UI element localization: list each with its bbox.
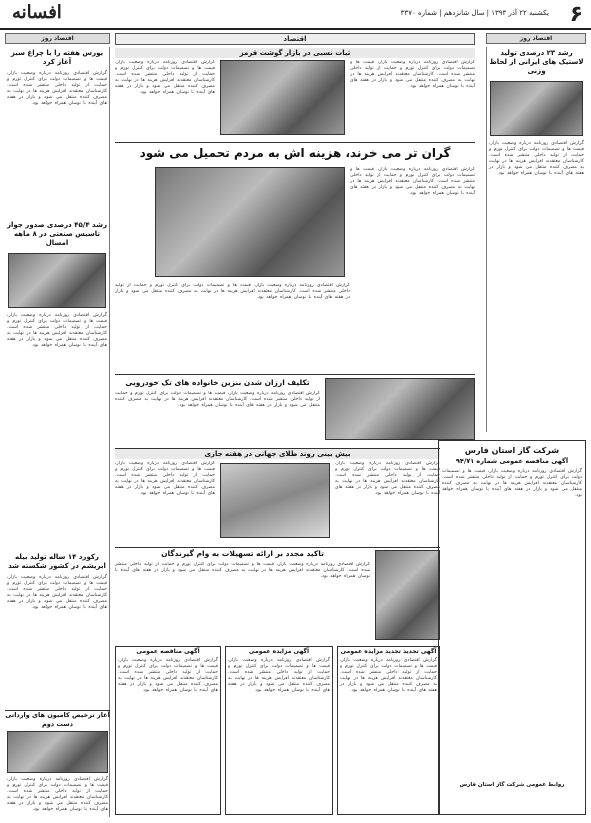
gasoline-body: گزارش اقتصادی روزنامه درباره وضعیت بازار، قیمت ها و تصمیمات دولت برای کنترل تورم و حمایت از تولید داخلی منتشر شده است. کارشناسان معتقدند افزایش هزینه ها در نهایت به مصرف کننده منتقل می شود و بازار در هفته های آینده با نوسان همراه خواهد بود. [115,391,320,408]
right-section-label: اقتصاد روز [486,33,586,44]
right-column [486,47,586,432]
main-article [115,142,475,370]
tire-photo [490,81,583,136]
gold-article [115,448,440,543]
gas-company-name: شرکت گاز استان فارس [464,446,560,455]
ad2-body: گزارش اقتصادی روزنامه درباره وضعیت بازار، قیمت ها و تصمیمات دولت برای کنترل تورم و حمایت از تولید داخلی منتشر شده است. کارشناسان معتقدند افزایش هزینه ها در نهایت به مصرف کننده منتقل می شود و بازار در هفته های آینده با نوسان همراه خواهد بود. [340,658,437,693]
left-top-headline: بورس هفته را با چراغ سبز آغاز کرد [10,49,104,66]
left-column [5,47,110,817]
ad4-title: آگهی مناقصه عمومی [136,648,200,655]
truck-headline: آغاز ترخیص کامیون های وارداتی دست دوم [5,711,110,728]
masthead [0,0,591,30]
wheat-photo [155,167,345,277]
ad-tender-2 [225,646,333,815]
installments-body: گزارش اقتصادی روزنامه درباره وضعیت بازار، قیمت ها و تصمیمات دولت برای کنترل تورم و حمایت از تولید داخلی منتشر شده است. کارشناسان معتقدند افزایش هزینه ها در نهایت به مصرف کننده منتقل می شود و بازار در هفته های آینده با نوسان همراه خواهد بود. [115,562,370,579]
ad3-body: گزارش اقتصادی روزنامه درباره وضعیت بازار، قیمت ها و تصمیمات دولت برای کنترل تورم و حمایت از تولید داخلی منتشر شده است. کارشناسان معتقدند افزایش هزینه ها در نهایت به مصرف کننده منتقل می شود و بازار در هفته های آینده با نوسان همراه خواهد بود. [228,658,330,693]
main-headline: گران تر می خرند، هزینه اش به مردم تحمیل می شود [139,146,451,160]
section-title: اقتصاد [115,33,475,45]
installments-article [115,547,440,642]
gas-notice-title: آگهی مناقصه عمومی شماره ۹۴/۷۱ [455,457,569,465]
meat-body-left: گزارش اقتصادی روزنامه درباره وضعیت بازار، قیمت ها و تصمیمات دولت برای کنترل تورم و حمایت از تولید داخلی منتشر شده است. کارشناسان معتقدند افزایش هزینه ها در نهایت به مصرف کننده منتقل می شود و بازار در هفته های آینده با نوسان همراه خواهد بود. [115,60,215,95]
page-number: ۶ [569,2,583,27]
ad2-title: آگهی تجدید تجدید مزایده عمومی [340,648,437,655]
date-line: یکشنبه ۲۲ آذر ۱۳۹۴ | سال شانزدهم | شماره ۳۳۷۰ [400,9,549,17]
truck-photo [7,731,108,773]
meat-body-right: گزارش اقتصادی روزنامه درباره وضعیت بازار، قیمت ها و تصمیمات دولت برای کنترل تورم و حمایت از تولید داخلی منتشر شده است. کارشناسان معتقدند افزایش هزینه ها در نهایت به مصرف کننده منتقل می شود و بازار در هفته های آینده با نوسان همراه خواهد بود. [350,60,475,89]
ad-tender-1 [337,646,440,815]
truck-body: گزارش اقتصادی روزنامه درباره وضعیت بازار، قیمت ها و تصمیمات دولت برای کنترل تورم و حمایت از تولید داخلی منتشر شده است. کارشناسان معتقدند افزایش هزینه ها در نهایت به مصرف کننده منتقل می شود و بازار در هفته های آینده با نوسان همراه خواهد بود. [7,777,108,812]
gasoline-article [115,374,475,444]
ad4-body: گزارش اقتصادی روزنامه درباره وضعیت بازار، قیمت ها و تصمیمات دولت برای کنترل تورم و حمایت از تولید داخلی منتشر شده است. کارشناسان معتقدند افزایش هزینه ها در نهایت به مصرف کننده منتقل می شود و بازار در هفته های آینده با نوسان همراه خواهد بود. [118,658,218,693]
gold-body-right: گزارش اقتصادی روزنامه درباره وضعیت بازار، قیمت ها و تصمیمات دولت برای کنترل تورم و حمایت از تولید داخلی منتشر شده است. کارشناسان معتقدند افزایش هزینه ها در نهایت به مصرف کننده منتقل می شود و بازار در هفته های آینده با نوسان همراه خواهد بود. [335,461,440,496]
factory-photo [8,253,106,308]
ad-tender-3 [115,646,221,815]
meat-photo [220,60,345,135]
main-body-bottom: گزارش اقتصادی روزنامه درباره وضعیت بازار، قیمت ها و تصمیمات دولت برای کنترل تورم و حمایت از تولید داخلی منتشر شده است. کارشناسان معتقدند افزایش هزینه ها در نهایت به مصرف کننده منتقل می شود و بازار در هفته های آینده با نوسان همراه خواهد بود. [115,283,350,300]
left-low-headline: رکورد ۱۴ ساله تولید بیله ابریشم در کشور شکسته شد [8,553,106,570]
meat-headline: ثبات نسبی در بازار گوشت قرمز [115,48,475,58]
truck-article [5,710,110,815]
left-low-body: گزارش اقتصادی روزنامه درباره وضعیت بازار، قیمت ها و تصمیمات دولت برای کنترل تورم و حمایت از تولید داخلی منتشر شده است. کارشناسان معتقدند افزایش هزینه ها در نهایت به مصرف کننده منتقل می شود و بازار در هفته های آینده با نوسان همراه خواهد بود. [7,575,107,610]
gasoline-headline: تکلیف ارزان شدن بنزین خانواده های تک خودرویی [125,378,310,387]
gas-notice-body: گزارش اقتصادی روزنامه درباره وضعیت بازار، قیمت ها و تصمیمات دولت برای کنترل تورم و حمایت از تولید داخلی منتشر شده است. کارشناسان معتقدند افزایش هزینه ها در نهایت به مصرف کننده منتقل می شود و بازار در هفته های آینده با نوسان همراه خواهد بود. [442,469,582,498]
gas-notice-footer: روابط عمومی شرکت گاز استان فارس [459,782,565,788]
right-top-body: گزارش اقتصادی روزنامه درباره وضعیت بازار، قیمت ها و تصمیمات دولت برای کنترل تورم و حمایت از تولید داخلی منتشر شده است. کارشناسان معتقدند افزایش هزینه ها در نهایت به مصرف کننده منتقل می شود و بازار در هفته های آینده با نوسان همراه خواهد بود. [489,141,584,176]
gold-headline: بیش بینی روند طلای جهانی در هفته جاری [115,449,440,459]
installments-headline: تاکید مجدد بر ارائه تسهیلات به وام گیرندگان [161,549,324,558]
left-mid-body: گزارش اقتصادی روزنامه درباره وضعیت بازار، قیمت ها و تصمیمات دولت برای کنترل تورم و حمایت از تولید داخلی منتشر شده است. کارشناسان معتقدند افزایش هزینه ها در نهایت به مصرف کننده منتقل می شود و بازار در هفته های آینده با نوسان همراه خواهد بود. [7,313,107,348]
left-section-label: اقتصاد روز [5,33,110,44]
fuel-pump-photo [325,378,475,440]
gold-body-left: گزارش اقتصادی روزنامه درباره وضعیت بازار، قیمت ها و تصمیمات دولت برای کنترل تورم و حمایت از تولید داخلی منتشر شده است. کارشناسان معتقدند افزایش هزینه ها در نهایت به مصرف کننده منتقل می شود و بازار در هفته های آینده با نوسان همراه خواهد بود. [115,461,215,496]
main-body-right: گزارش اقتصادی روزنامه درباره وضعیت بازار، قیمت ها و تصمیمات دولت برای کنترل تورم و حمایت از تولید داخلی منتشر شده است. کارشناسان معتقدند افزایش هزینه ها در نهایت به مصرف کننده منتقل می شود و بازار در هفته های آینده با نوسان همراه خواهد بود. [350,167,475,196]
meat-article [115,48,475,138]
bank-photo [375,550,440,640]
gold-bars-photo [220,463,330,538]
left-top-body: گزارش اقتصادی روزنامه درباره وضعیت بازار، قیمت ها و تصمیمات دولت برای کنترل تورم و حمایت از تولید داخلی منتشر شده است. کارشناسان معتقدند افزایش هزینه ها در نهایت به مصرف کننده منتقل می شود و بازار در هفته های آینده با نوسان همراه خواهد بود. [7,71,107,106]
gas-company-ad [438,440,586,815]
left-mid-headline: رشد ۴۵/۴ درصدی صدور جواز تاسیس صنعتی در ۸ ماهه امسال [7,221,107,247]
right-top-headline: رشد ۲۳ درصدی تولید لاستیک های ایرانی از لحاظ وزنی [489,49,584,75]
ad3-title: آگهی مزایده عمومی [248,648,310,655]
newspaper-logo: افسانه [12,2,62,23]
